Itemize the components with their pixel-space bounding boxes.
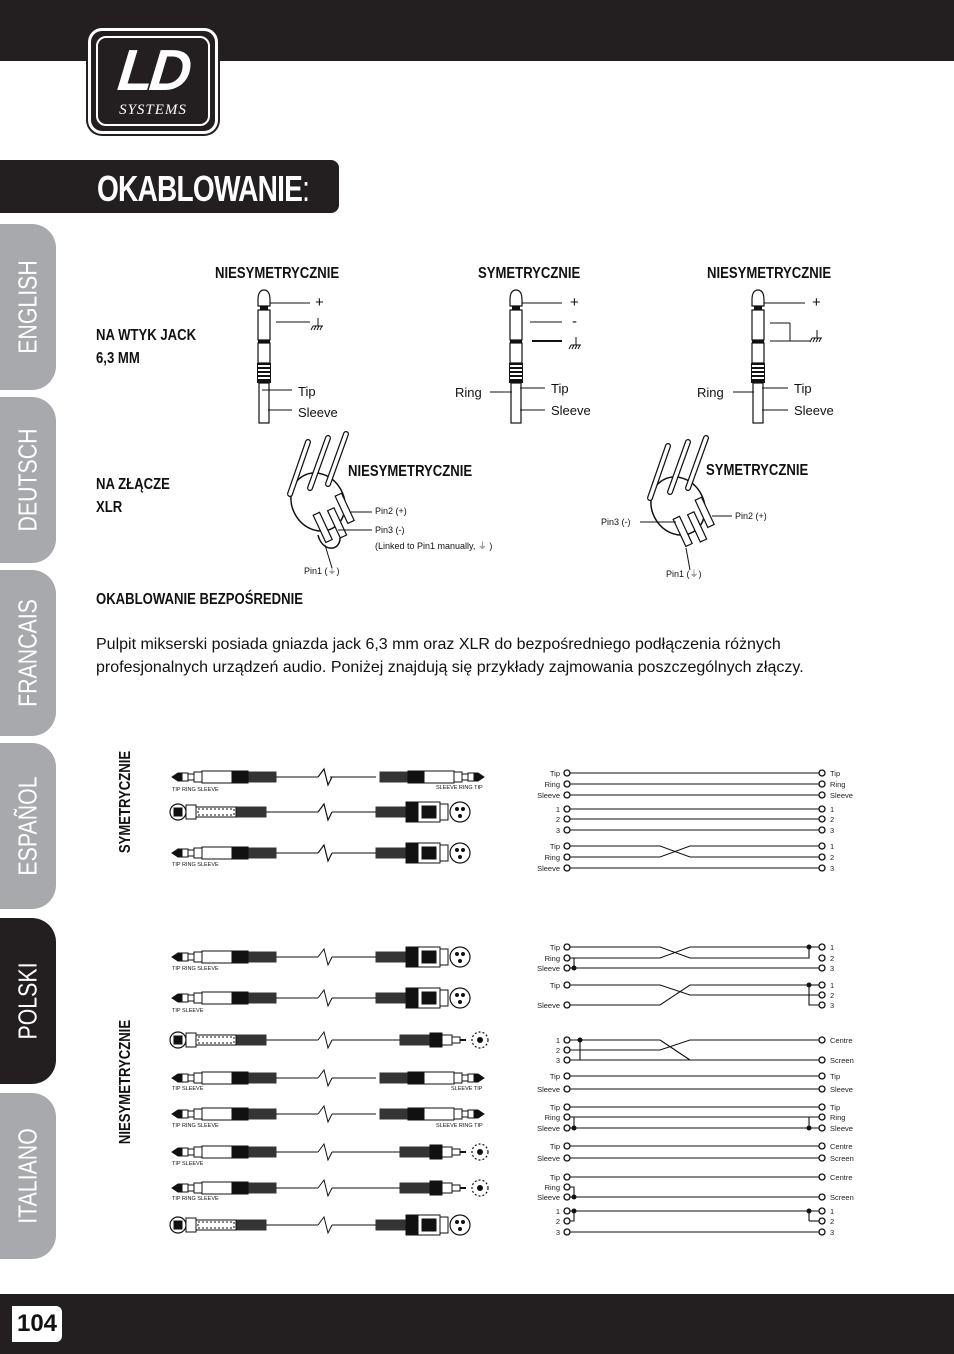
jack3-ring-label: Ring	[697, 385, 724, 400]
wiring-label: Screen	[830, 1193, 854, 1202]
wiring-label: 3	[830, 826, 835, 835]
cable-label: TIP RING SLEEVE	[172, 1123, 219, 1129]
wiring-label: 2	[830, 815, 835, 824]
wiring-label: 2	[830, 991, 835, 1000]
tab-english[interactable]: ENGLISH	[0, 224, 56, 390]
wiring-label: 3	[555, 826, 560, 835]
jack2-plus: +	[570, 294, 579, 311]
tab-deutsch[interactable]: DEUTSCH	[0, 397, 56, 563]
jack-col1-title: NIESYMETRYCZNIE	[215, 265, 340, 282]
jack3-sleeve-label: Sleeve	[794, 403, 834, 418]
wiring-label: Tip	[830, 769, 841, 778]
wiring-label: Sleeve	[537, 791, 560, 800]
cable-label: SLEEVE RING TIP	[436, 785, 483, 791]
wiring-label: Tip	[830, 1103, 841, 1112]
tab-italiano[interactable]: ITALIANO	[0, 1093, 56, 1259]
wiring-label: 1	[830, 943, 835, 952]
xlr2-pin1-label: Pin1 (⏚)	[666, 569, 702, 579]
wiring-label: 3	[555, 1056, 560, 1065]
wiring-label: Sleeve	[830, 1085, 853, 1094]
wiring-label: 2	[555, 1217, 560, 1226]
jack-col3-title: NIESYMETRYCZNIE	[707, 265, 832, 282]
wiring-label: Tip	[549, 769, 560, 778]
wiring-label: 3	[830, 1228, 835, 1237]
wiring-label: Screen	[830, 1056, 854, 1065]
wiring-label: Ring	[544, 954, 560, 963]
jack2-tip-label: Tip	[551, 381, 569, 396]
xlr2-pin3-label: Pin3 (-)	[601, 517, 631, 527]
cable-label: TIP SLEEVE	[172, 1008, 204, 1014]
jack-section-label-2: 6,3 MM	[96, 350, 140, 367]
page-title: OKABLOWANIE:	[97, 168, 310, 209]
wiring-label: Tip	[549, 1142, 560, 1151]
wiring-label: 2	[555, 1046, 560, 1055]
wiring-label: Ring	[544, 1183, 560, 1192]
wiring-label: Ring	[830, 780, 846, 789]
wiring-label: 1	[555, 1036, 560, 1045]
wiring-label: Ring	[544, 853, 560, 862]
page-number: 104	[12, 1306, 62, 1342]
xlr1-linked-note: (Linked to Pin1 manually, ⏚ )	[375, 541, 493, 551]
wiring-label: 3	[830, 864, 835, 873]
xlr2-pin2-label: Pin2 (+)	[735, 511, 767, 521]
wiring-label: Centre	[830, 1142, 853, 1151]
wiring-label: 2	[830, 853, 835, 862]
tab-polski[interactable]: POLSKI	[0, 918, 56, 1084]
direct-paragraph: Pulpit mikserski posiada gniazda jack 6,3 mm oraz XLR do bezpośredniego podłączenia różnych profesjonalnych urządzeń audio. Poniżej znajdują się przykłady zajmowania poszczególnych złączy.	[96, 636, 804, 676]
cable-label: TIP RING SLEEVE	[172, 862, 219, 868]
cable-label: TIP RING SLEEVE	[172, 966, 219, 972]
xlr-section-label-2: XLR	[96, 499, 123, 516]
wiring-label: 3	[555, 1228, 560, 1237]
direct-heading: OKABLOWANIE BEZPOŚREDNIE	[96, 591, 304, 608]
xlr1-pin1-label: Pin1 (⏚)	[304, 566, 340, 576]
wiring-label: Ring	[544, 780, 560, 789]
wiring-label: 2	[830, 1217, 835, 1226]
wiring-label: Ring	[544, 1113, 560, 1122]
wiring-label: Sleeve	[830, 1124, 853, 1133]
cable-label: TIP RING SLEEVE	[172, 787, 219, 793]
jack1-plus: +	[315, 294, 324, 311]
wiring-label: 3	[830, 1001, 835, 1010]
wiring-label: Sleeve	[537, 1085, 560, 1094]
wiring-label: Screen	[830, 1154, 854, 1163]
jack1-sleeve-label: Sleeve	[298, 405, 338, 420]
wiring-label: Tip	[549, 1173, 560, 1182]
wiring-label: Sleeve	[537, 864, 560, 873]
wiring-label: Tip	[549, 1103, 560, 1112]
unbalanced-vertical-label: NIESYMETRYCZNIE	[117, 1019, 134, 1145]
wiring-label: Centre	[830, 1173, 853, 1182]
wiring-label: 1	[555, 805, 560, 814]
balanced-vertical-label: SYMETRYCZNIE	[117, 750, 134, 854]
xlr1-pin3-label: Pin3 (-)	[375, 525, 405, 535]
jack2-minus: -	[572, 313, 577, 330]
xlr1-pin2-label: Pin2 (+)	[375, 506, 407, 516]
wiring-label: Tip	[549, 943, 560, 952]
jack2-ring-label: Ring	[455, 385, 482, 400]
cable-label: TIP RING SLEEVE	[172, 1196, 219, 1202]
xlr-col1-title: NIESYMETRYCZNIE	[348, 463, 473, 480]
wiring-label: 1	[555, 1207, 560, 1216]
wiring-label: Sleeve	[537, 1154, 560, 1163]
cable-label: TIP SLEEVE	[172, 1086, 204, 1092]
cable-label: SLEEVE TIP	[451, 1086, 483, 1092]
wiring-label: 2	[830, 954, 835, 963]
wiring-label: 2	[555, 815, 560, 824]
jack3-plus: +	[812, 294, 821, 311]
wiring-label: Sleeve	[537, 1124, 560, 1133]
xlr-col2-title: SYMETRYCZNIE	[706, 462, 809, 479]
wiring-label: Tip	[549, 1072, 560, 1081]
wiring-label: 3	[830, 964, 835, 973]
wiring-label: 1	[830, 842, 835, 851]
wiring-label: Tip	[830, 1072, 841, 1081]
wiring-label: Sleeve	[830, 791, 853, 800]
wiring-label: 1	[830, 805, 835, 814]
logo-main-text: LD	[114, 38, 192, 103]
wiring-label: Sleeve	[537, 1001, 560, 1010]
wiring-label: Centre	[830, 1036, 853, 1045]
cable-label: SLEEVE RING TIP	[436, 1123, 483, 1129]
wiring-label: Ring	[830, 1113, 846, 1122]
cable-label: TIP SLEEVE	[172, 1161, 204, 1167]
jack3-tip-label: Tip	[794, 381, 812, 396]
bottom-bar	[0, 1294, 954, 1354]
wiring-label: Sleeve	[537, 1193, 560, 1202]
tab-francais[interactable]: FRANCAIS	[0, 570, 56, 736]
jack-col2-title: SYMETRYCZNIE	[478, 265, 581, 282]
jack1-tip-label: Tip	[298, 384, 316, 399]
wiring-label: Tip	[549, 842, 560, 851]
logo-sub-text: SYSTEMS	[119, 102, 187, 118]
wiring-label: 1	[830, 981, 835, 990]
xlr-section-label-1: NA ZŁĄCZE	[96, 476, 170, 493]
wiring-label: Tip	[549, 981, 560, 990]
jack-section-label-1: NA WTYK JACK	[96, 327, 197, 344]
jack2-sleeve-label: Sleeve	[551, 403, 591, 418]
tab-espanol[interactable]: ESPAÑOL	[0, 743, 56, 909]
wiring-label: Sleeve	[537, 964, 560, 973]
wiring-label: 1	[830, 1207, 835, 1216]
